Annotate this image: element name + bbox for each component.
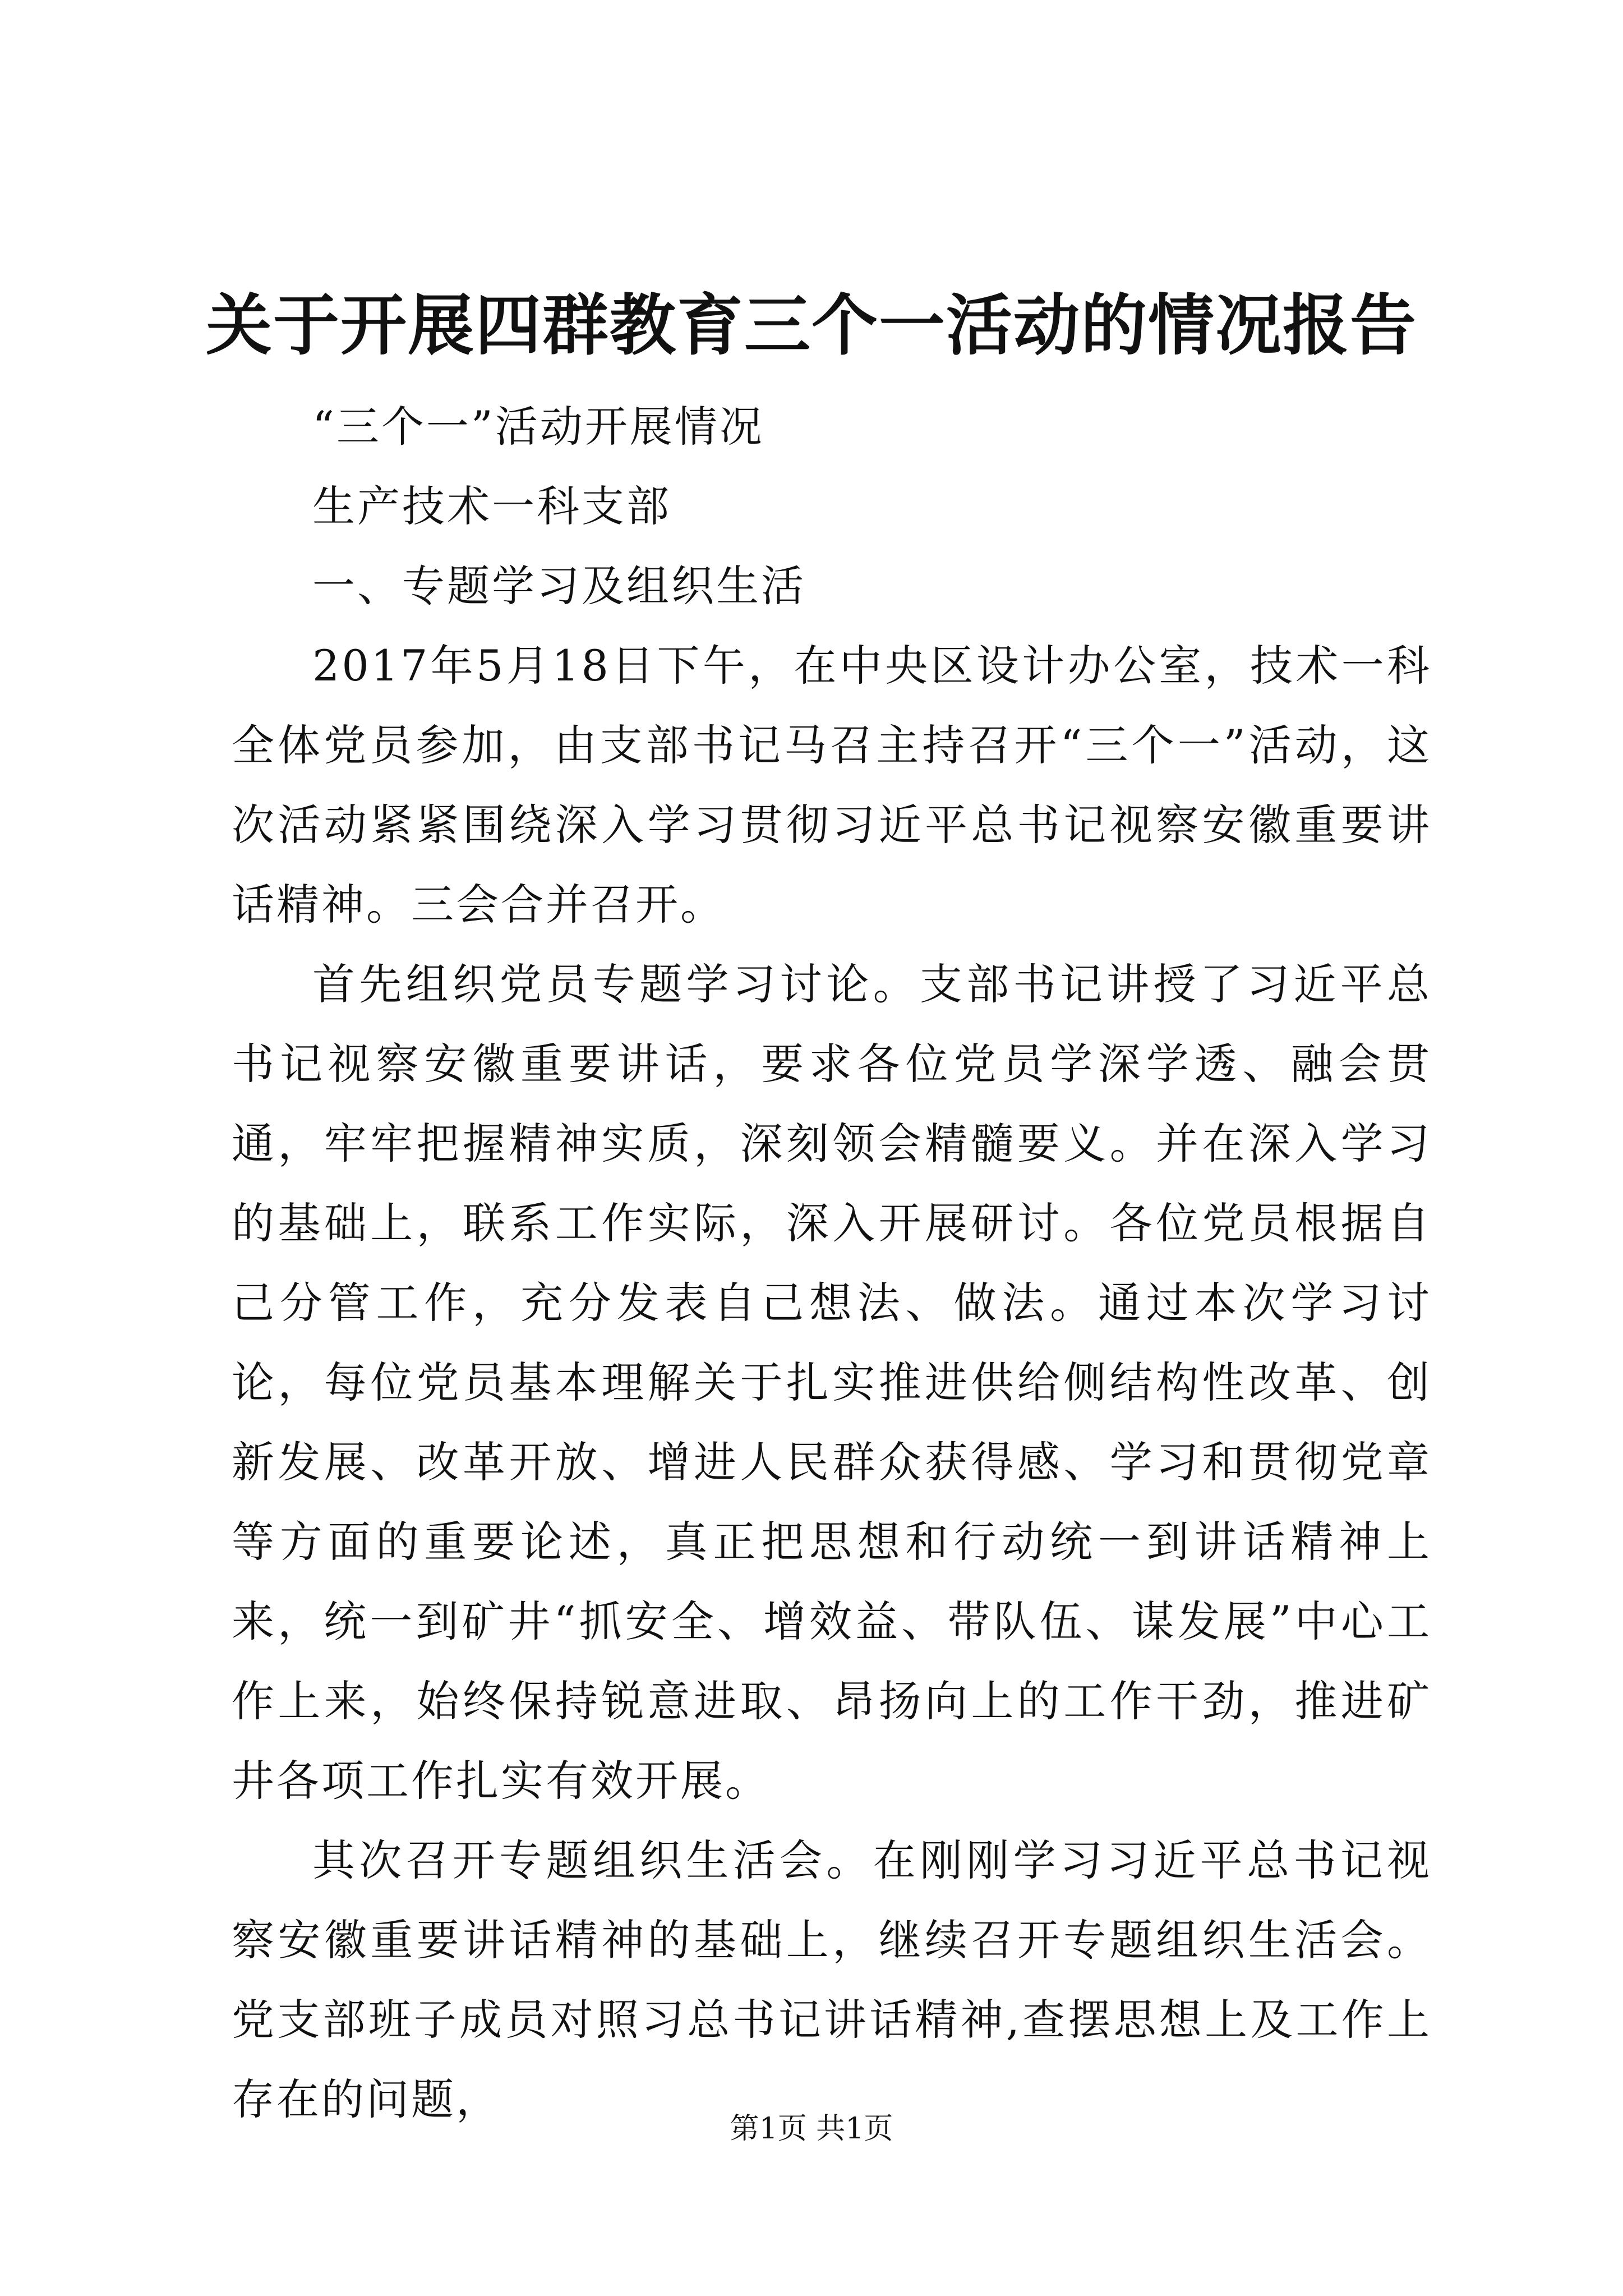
section-heading: 一、专题学习及组织生活: [312, 561, 806, 611]
page-footer: 第1页 共1页: [730, 2112, 893, 2146]
paragraph-life-meeting: 其次召开专题组织生活会。在刚刚学习习近平总书记视察安徽重要讲话精神的基础上，继续召开专题组织生活会。党支部班子成员对照习总书记讲话精神,查摆思想上及工作上存在的问题，: [232, 1835, 1432, 2124]
department-line: 生产技术一科支部: [312, 481, 671, 531]
paragraph-meeting: 2017年5月18日下午，在中央区设计办公室，技术一科全体党员参加，由支部书记马召主持召开“三个一”活动，这次活动紧紧围绕深入学习贯彻习近平总书记视察安徽重要讲话精神。三会合并召开。: [232, 641, 1432, 930]
document-title: 关于开展四群教育三个一活动的情况报告: [205, 286, 1417, 364]
document-body: [232, 387, 1432, 2139]
paragraph-study: 首先组织党员专题学习讨论。支部书记讲授了习近平总书记视察安徽重要讲话，要求各位党员学深学透、融会贯通，牢牢把握精神实质，深刻领会精髓要义。并在深入学习的基础上，联系工作实际，深入开展研讨。各位党员根据自己分管工作，充分发表自己想法、做法。通过本次学习讨论，每位党员基本理解关于扎实推进供给侧结构性改革、创新发展、改革开放、增进人民群众获得感、学习和贯彻党章等方面的重要论述，真正把思想和行动统一到讲话精神上来，统一到矿井“抓安全、增效益、带队伍、谋发展”中心工作上来，始终保持锐意进取、昂扬向上的工作干劲，推进矿井各项工作扎实有效开展。: [232, 959, 1432, 1806]
subtitle: “三个一”活动开展情况: [312, 402, 764, 452]
